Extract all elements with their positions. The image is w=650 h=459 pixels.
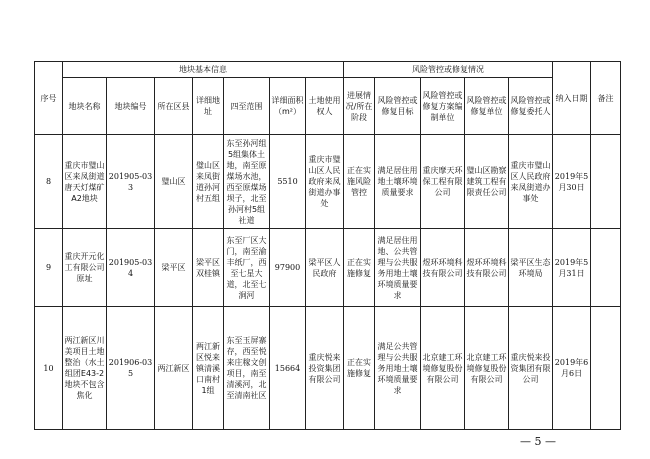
cell-seq: 9 xyxy=(35,229,63,307)
cell-address: 两江新区悦来镇清溪口南村1组 xyxy=(193,307,224,430)
cell-stage: 正在实施修复 xyxy=(344,307,375,430)
header-risk-control: 风险管控或修复情况 xyxy=(344,62,553,78)
cell-code: 201905-033 xyxy=(107,135,155,229)
table-row xyxy=(35,307,621,430)
header-owner: 土地使用权人 xyxy=(306,78,344,135)
header-row-columns xyxy=(35,78,621,135)
header-entry-date: 纳入日期 xyxy=(553,62,591,135)
cell-plan-unit: 重庆摩天环保工程有限公司 xyxy=(421,135,465,229)
page-number: — 5 — xyxy=(520,435,556,448)
cell-code: 201906-035 xyxy=(107,307,155,430)
header-address: 详细地址 xyxy=(193,78,224,135)
header-remarks: 备注 xyxy=(591,62,621,135)
cell-code: 201905-034 xyxy=(107,229,155,307)
cell-client: 梁平区生态环境局 xyxy=(509,229,553,307)
header-area: 详细面积（m²） xyxy=(270,78,306,135)
cell-goal: 满足公共管理与公共服务用地土壤环境质量要求 xyxy=(375,307,421,430)
cell-area: 97900 xyxy=(270,229,306,307)
cell-owner: 重庆悦来投资集团有限公司 xyxy=(306,307,344,430)
cell-remark xyxy=(591,229,621,307)
cell-name: 两江新区川美项目土地整治（水土组团E43-2地块不包含焦化 xyxy=(63,307,107,430)
cell-name: 重庆开元化工有限公司原址 xyxy=(63,229,107,307)
cell-address: 梁平区双桂镇 xyxy=(193,229,224,307)
cell-date: 2019年5月30日 xyxy=(553,135,591,229)
cell-stage: 正在实施修复 xyxy=(344,229,375,307)
cell-district: 璧山区 xyxy=(155,135,193,229)
cell-goal: 满足居住用地、公共管理与公共服务用地土壤环境质量要求 xyxy=(375,229,421,307)
cell-bounds: 东至厂区大门，南至渝丰纸厂，西至七星大道，北至七涧河 xyxy=(224,229,270,307)
cell-client: 重庆悦来投资集团有限公司 xyxy=(509,307,553,430)
cell-stage: 正在实施风险管控 xyxy=(344,135,375,229)
header-stage: 进展情况/所在阶段 xyxy=(344,78,375,135)
cell-exec-unit: 北京建工环境修复股份有限公司 xyxy=(465,307,509,430)
table-row xyxy=(35,135,621,229)
header-district: 所在区县 xyxy=(155,78,193,135)
site-registry-table xyxy=(34,61,621,430)
header-seq: 序号 xyxy=(35,62,63,135)
cell-address: 璧山区来凤街道孙河村五组 xyxy=(193,135,224,229)
cell-name: 重庆市璧山区来凤街道唐天灯煤矿A2地块 xyxy=(63,135,107,229)
cell-remark xyxy=(591,135,621,229)
header-goal: 风险管控或修复目标 xyxy=(375,78,421,135)
cell-exec-unit: 璧山区勘察建筑工程有限责任公司 xyxy=(465,135,509,229)
cell-seq: 8 xyxy=(35,135,63,229)
header-code: 地块编号 xyxy=(107,78,155,135)
cell-area: 5510 xyxy=(270,135,306,229)
cell-plan-unit: 北京建工环境修复股份有限公司 xyxy=(421,307,465,430)
header-exec-unit: 风险管控或修复单位 xyxy=(465,78,509,135)
cell-bounds: 东至玉屏寨存，西至悦来庄稼文创项目，南至清溪河，北至清南社区 xyxy=(224,307,270,430)
cell-exec-unit: 煜环环境科技有限公司 xyxy=(465,229,509,307)
table-row xyxy=(35,229,621,307)
cell-remark xyxy=(591,307,621,430)
cell-date: 2019年5月31日 xyxy=(553,229,591,307)
header-plan-unit: 风险管控或修复方案编制单位 xyxy=(421,78,465,135)
cell-owner: 重庆市璧山区人民政府来凤街道办事处 xyxy=(306,135,344,229)
header-bounds: 四至范围 xyxy=(224,78,270,135)
header-name: 地块名称 xyxy=(63,78,107,135)
cell-plan-unit: 煜环环境科技有限公司 xyxy=(421,229,465,307)
cell-district: 两江新区 xyxy=(155,307,193,430)
header-basic-info: 地块基本信息 xyxy=(63,62,344,78)
cell-district: 梁平区 xyxy=(155,229,193,307)
header-row-groups xyxy=(35,62,621,78)
cell-date: 2019年6月6日 xyxy=(553,307,591,430)
cell-seq: 10 xyxy=(35,307,63,430)
cell-area: 15664 xyxy=(270,307,306,430)
cell-bounds: 东至孙河组5组集体土地，南至原煤场水池，西至原煤场坝子，北至孙河村5组社道 xyxy=(224,135,270,229)
cell-goal: 满足居住用地土壤环境质量要求 xyxy=(375,135,421,229)
cell-owner: 梁平区人民政府 xyxy=(306,229,344,307)
header-client: 风险管控或修复委托人 xyxy=(509,78,553,135)
cell-client: 重庆市璧山区人民政府来凤街道办事处 xyxy=(509,135,553,229)
